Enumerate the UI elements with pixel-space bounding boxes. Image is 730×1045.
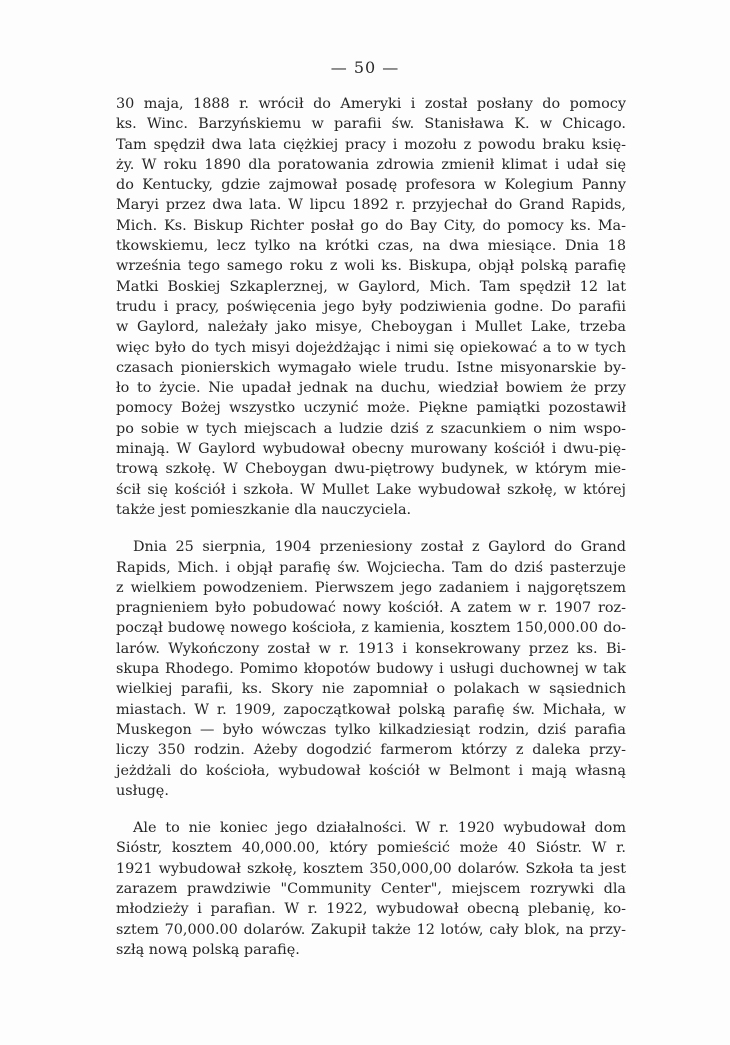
text-line: sztem 70,000.00 dolarów. Zakupił także 12 lotów, cały blok, na przy- bbox=[116, 921, 626, 938]
text-line: Sióstr, kosztem 40,000.00, który pomieścić może 40 Sióstr. W r. bbox=[116, 840, 626, 857]
text-line: ło to życie. Nie upadał jednak na duchu, wiedział bowiem że przy bbox=[116, 380, 626, 397]
text-line: ks. Winc. Barzyńskiemu w parafii św. Stanisława K. w Chicago. bbox=[116, 116, 626, 133]
text-line: począł budowę nowego kościoła, z kamienia, kosztem 150,000.00 do- bbox=[116, 620, 626, 637]
text-line: po sobie w tych miejscach a ludzie dziś z szacunkiem o nim wspo- bbox=[116, 420, 626, 437]
text-line: ścił się kościół i szkoła. W Mullet Lake wybudował szkołę, w której bbox=[116, 481, 626, 498]
paragraph-gap bbox=[116, 520, 626, 537]
text-line: ży. W roku 1890 dla poratowania zdrowia zmienił klimat i udał się bbox=[116, 156, 626, 173]
text-line: pragnieniem było pobudować nowy kościół. A zatem w r. 1907 roz- bbox=[116, 600, 626, 617]
text-line: larów. Wykończony został w r. 1913 i konsekrowany przez ks. Bi- bbox=[116, 640, 626, 657]
text-line: tkowskiemu, lecz tylko na krótki czas, na dwa miesiące. Dnia 18 bbox=[116, 238, 626, 255]
text-line: Rapids, Mich. i objął parafię św. Wojciecha. Tam do dziś pasterzuje bbox=[116, 559, 626, 576]
text-line: trową szkołę. W Cheboygan dwu-piętrowy budynek, w którym mie- bbox=[116, 461, 626, 478]
page-number: — 50 — bbox=[330, 58, 400, 77]
text-line: Maryi przez dwa lata. W lipcu 1892 r. przyjechał do Grand Rapids, bbox=[116, 197, 626, 214]
text-line: pomocy Bożej wszystko uczynić może. Piękne pamiątki pozostawił bbox=[116, 400, 626, 417]
text-line: minają. W Gaylord wybudował obecny murowany kościół i dwu-pię- bbox=[116, 441, 626, 458]
text-line: więc było do tych misyi dojeżdżając i nimi się opiekować a to w tych bbox=[116, 339, 626, 356]
text-line: jeżdżali do kościoła, wybudował kościół w Belmont i mają własną bbox=[116, 762, 626, 779]
text-line: młodzieży i parafian. W r. 1922, wybudował obecną plebanię, ko- bbox=[116, 901, 626, 918]
text-line: także jest pomieszkanie dla nauczyciela. bbox=[116, 501, 412, 518]
text-line: szłą nową polską parafię. bbox=[116, 941, 300, 958]
text-line: Mich. Ks. Biskup Richter posłał go do Bay City, do pomocy ks. Ma- bbox=[116, 217, 626, 234]
text-line: Ale to nie koniec jego działalności. W r. 1920 wybudował dom bbox=[133, 820, 626, 837]
paragraph-gap bbox=[116, 801, 626, 818]
text-line: zarazem prawdziwie "Community Center", miejscem rozrywki dla bbox=[116, 880, 626, 897]
text-line: z wielkiem powodzeniem. Pierwszem jego zadaniem i najgorętszem bbox=[116, 579, 626, 596]
text-line: w Gaylord, należały jako misye, Cheboygan i Mullet Lake, trzeba bbox=[116, 319, 626, 336]
text-line: czasach pionierskich wymagało wiele trudu. Istne misyonarskie by- bbox=[116, 359, 626, 376]
text-line: Matki Boskiej Szkaplerznej, w Gaylord, Mich. Tam spędził 12 lat bbox=[116, 278, 626, 295]
text-line: skupa Rhodego. Pomimo kłopotów budowy i usługi duchownej w tak bbox=[116, 661, 626, 678]
text-line: Muskegon — było wówczas tylko kilkadziesiąt rodzin, dziś parafia bbox=[116, 721, 626, 738]
text-line: września tego samego roku z woli ks. Biskupa, objął polską parafię bbox=[116, 258, 626, 275]
body-text bbox=[116, 94, 626, 960]
text-line: 1921 wybudował szkołę, kosztem 350,000,00 dolarów. Szkoła ta jest bbox=[116, 860, 626, 877]
text-line: Dnia 25 sierpnia, 1904 przeniesiony został z Gaylord do Grand bbox=[133, 539, 626, 556]
text-line: trudu i pracy, poświęcenia jego były podziwienia godne. Do parafii bbox=[116, 298, 626, 315]
text-line: do Kentucky, gdzie zajmował posadę profesora w Kolegium Panny bbox=[116, 177, 626, 194]
text-line: usługę. bbox=[116, 782, 169, 799]
text-line: Tam spędził dwa lata ciężkiej pracy i mozołu z powodu braku księ- bbox=[116, 136, 626, 153]
text-line: wielkiej parafii, ks. Skory nie zapomniał o polakach w sąsiednich bbox=[116, 681, 626, 698]
text-line: liczy 350 rodzin. Ażeby dogodzić farmerom którzy z daleka przy- bbox=[116, 742, 626, 759]
text-line: 30 maja, 1888 r. wrócił do Ameryki i został posłany do pomocy bbox=[116, 96, 626, 112]
text-line: miastach. W r. 1909, zapoczątkował polską parafię św. Michała, w bbox=[116, 701, 626, 718]
